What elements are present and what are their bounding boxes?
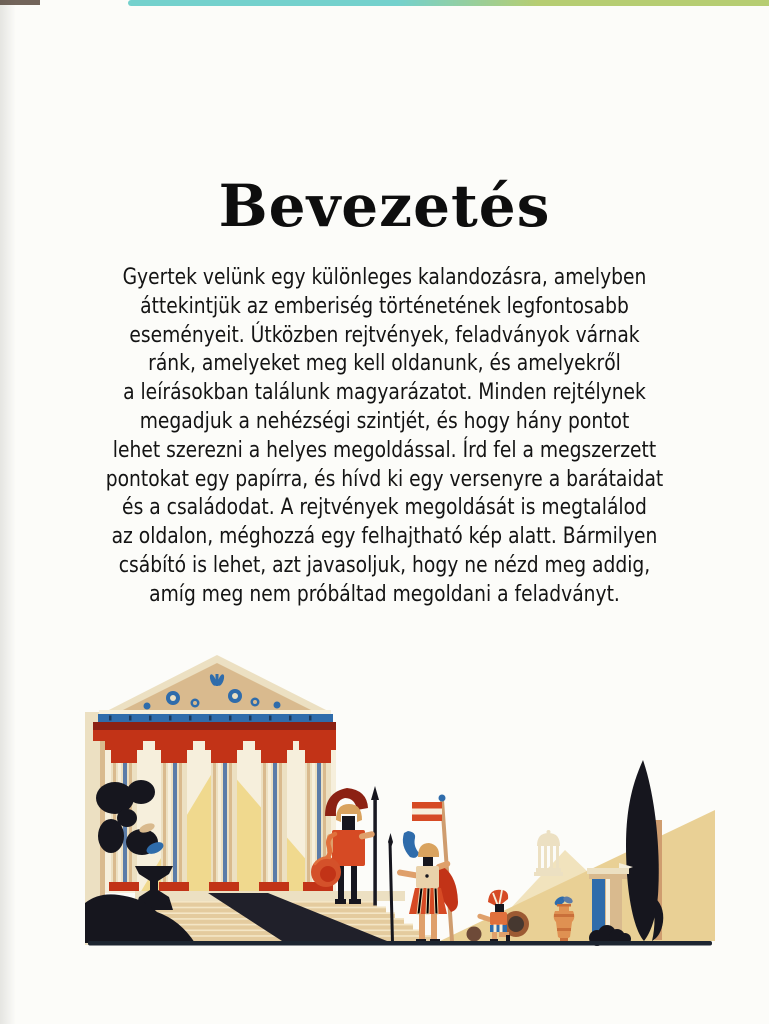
paragraph-line: eseményeit. Útközben rejtvények, feladványok várnak <box>129 322 640 348</box>
temple-pediment <box>99 655 331 714</box>
child-head <box>495 904 504 913</box>
striped-banner <box>412 802 442 821</box>
paragraph-line: megadjuk a nehézségi szintjét, és hogy hány pontot <box>139 408 630 434</box>
page-edge-shadow <box>0 0 16 1024</box>
bearer-helmet <box>418 843 439 857</box>
striped-skirt <box>409 888 447 914</box>
helmet-plume <box>403 831 419 858</box>
round-shield <box>311 857 341 887</box>
banner-finial <box>439 795 446 802</box>
warrior-head <box>342 816 355 832</box>
tholos-monument <box>534 830 563 876</box>
ball <box>467 927 482 942</box>
paragraph-line: pontokat egy papírra, és hívd ki egy versenyre a barátaidat <box>105 466 664 492</box>
paragraph-line: a leírásokban találunk magyarázatot. Minden rejtélynek <box>123 380 646 406</box>
paragraph-line: ránk, amelyeket meg kell oldanunk, és amelyekről <box>148 351 621 377</box>
paragraph-line: áttekintjük az emberiség történetének legfontosabb <box>140 293 629 319</box>
paragraph-line: lehet szerezni a helyes megoldással. Írd fel a megszerzett <box>112 437 657 463</box>
intro-paragraph <box>58 264 712 610</box>
paragraph-line: az oldalon, méghozzá egy felhajtható kép alatt. Bármilyen <box>111 524 658 550</box>
paragraph-line: és a családodat. A rejtvények megoldását is megtalálod <box>122 495 647 521</box>
hills <box>440 810 715 941</box>
ground-line <box>88 941 712 946</box>
paragraph-line: amíg meg nem próbáltad megoldani a feladványt. <box>149 581 620 607</box>
paragraph-line: Gyertek velünk egy különleges kalandozásra, amelyben <box>122 265 647 290</box>
greek-temple-illustration <box>85 650 715 950</box>
child-shorts <box>490 925 507 932</box>
child-body <box>490 912 507 925</box>
scan-strip-color <box>128 0 769 6</box>
temple-frieze <box>98 714 333 722</box>
paragraph-line: csábító is lehet, azt javasoljuk, hogy ne nézd meg addig, <box>118 552 651 578</box>
temple-architrave <box>93 722 336 741</box>
page-title: Bevezetés <box>218 172 551 240</box>
